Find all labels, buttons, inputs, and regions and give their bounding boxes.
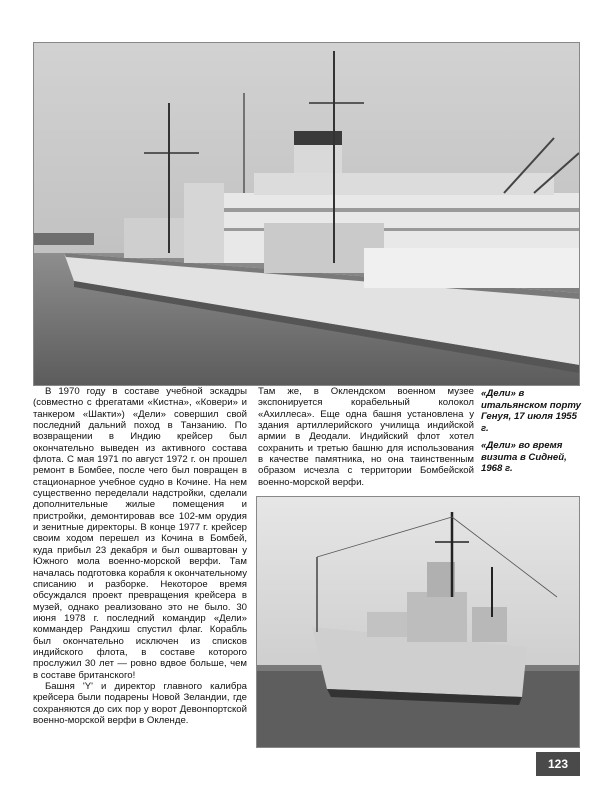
caption-bottom-photo: «Дели» во время визита в Сидней, 1968 г. <box>481 440 567 475</box>
photo-cruiser-genoa-image <box>34 43 579 385</box>
text-column-middle <box>258 386 474 488</box>
caption-top-photo: «Дели» в итальянском порту Генуя, 17 июля 1955 г. <box>481 388 581 434</box>
paragraph: В 1970 году в составе учебной эскадры (совместно с фрегатами «Кистна», «Ковери» и танкером «Шакти») «Дели» совершил свой последний дальний поход в Танзанию. По возвращении в Индию крейсер был окончательно выведен из активного состава флота. С мая 1971 по август 1972 г. он прошел ремонт в Бомбее, после чего был повращен в стационарное учебное судно в Кочине. На нем существенно переделали надстройки, сделали дополнительные жилые помещения и пристройки, демонтировав все 102-мм орудия и зенитные директоры. В конце 1977 г. крейсер своим ходом перешел из Кочина в Бомбей, куда прибыл 23 декабря и был ошвартован у Южного мола военно-морской верфи. Там началась подготовка корабля к окончательному списанию и разборке. Некоторое время обсуждался проект превращения крейсера в музей, однако реализовано это не было. 30 июня 1978 г. последний командир «Дели» коммандер Рандхиш спустил флаг. Корабль был окончательно исключен из списков индийского флота, в составе которого прослужил 30 лет — ровно вдвое больше, чем в составе британского! <box>33 386 247 681</box>
photo-cruiser-sydney <box>256 496 580 748</box>
paragraph: Там же, в Оклендском военном музее экспонируется корабельный колокол «Ахиллеса». Еще одна башня установлена у здания артиллерийского училища индийской армии в Деодали. Индийский флот хотел сохранить и третью башню для использования в качестве памятника, но она таинственным образом исчезла с территории Бомбейской военно-морской верфи. <box>258 386 474 488</box>
text-column-left <box>33 386 247 726</box>
page-number: 123 <box>536 752 580 776</box>
photo-cruiser-genoa <box>33 42 580 386</box>
paragraph: Башня 'Y' и директор главного калибра крейсера были подарены Новой Зеландии, где сохраняются до сих пор у ворот Девонпортской военно-морской верфи в Окленде. <box>33 680 247 726</box>
photo-cruiser-sydney-image <box>257 497 579 747</box>
